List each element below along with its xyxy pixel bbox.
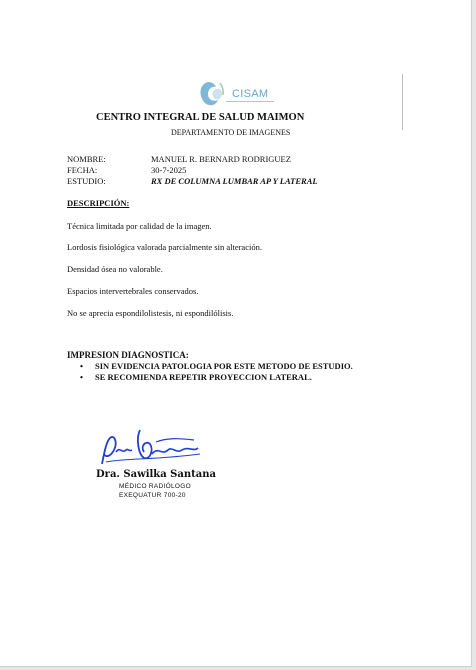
impression-item: • SIN EVIDENCIA PATOLOGIA POR ESTE METODO DE ESTUDIO. [80, 361, 353, 372]
description-heading: DESCRIPCIÓN: [67, 198, 130, 208]
doctor-role: MÉDICO RADIÓLOGO [119, 483, 191, 490]
handwritten-signature-icon [96, 424, 206, 468]
impression-heading: IMPRESION DIAGNOSTICA: [67, 350, 189, 360]
description-paragraph: Espacios intervertebrales conservados. [67, 286, 199, 296]
estudio-value: RX DE COLUMNA LUMBAR AP Y LATERAL [151, 176, 318, 186]
department-subtitle: DEPARTAMENTO DE IMAGENES [171, 128, 291, 137]
text-cursor-bar [402, 74, 403, 130]
fecha-label: FECHA: [67, 165, 98, 175]
impression-list [80, 361, 353, 383]
doctor-exequatur: EXEQUATUR 700-20 [119, 492, 186, 499]
fecha-value: 30-7-2025 [151, 165, 187, 175]
doctor-name: Dra. Sawilka Santana [96, 469, 216, 480]
description-paragraph: Lordosis fisiológica valorada parcialmente sin alteración. [67, 242, 262, 252]
description-paragraph: No se aprecia espondilolistesis, ni espondilólisis. [67, 308, 234, 318]
estudio-label: ESTUDIO: [67, 176, 106, 186]
center-title: CENTRO INTEGRAL DE SALUD MAIMON [96, 112, 305, 123]
nombre-label: NOMBRE: [67, 154, 106, 164]
logo-underline [226, 101, 274, 105]
logo-text: CISAM [232, 88, 269, 100]
description-paragraph: Densidad ósea no valorable. [67, 264, 163, 274]
impression-item: • SE RECOMIENDA REPETIR PROYECCION LATERAL. [80, 372, 353, 383]
nombre-value: MANUEL R. BERNARD RODRIGUEZ [151, 154, 291, 164]
description-paragraph: Técnica limitada por calidad de la imagen. [67, 221, 212, 231]
